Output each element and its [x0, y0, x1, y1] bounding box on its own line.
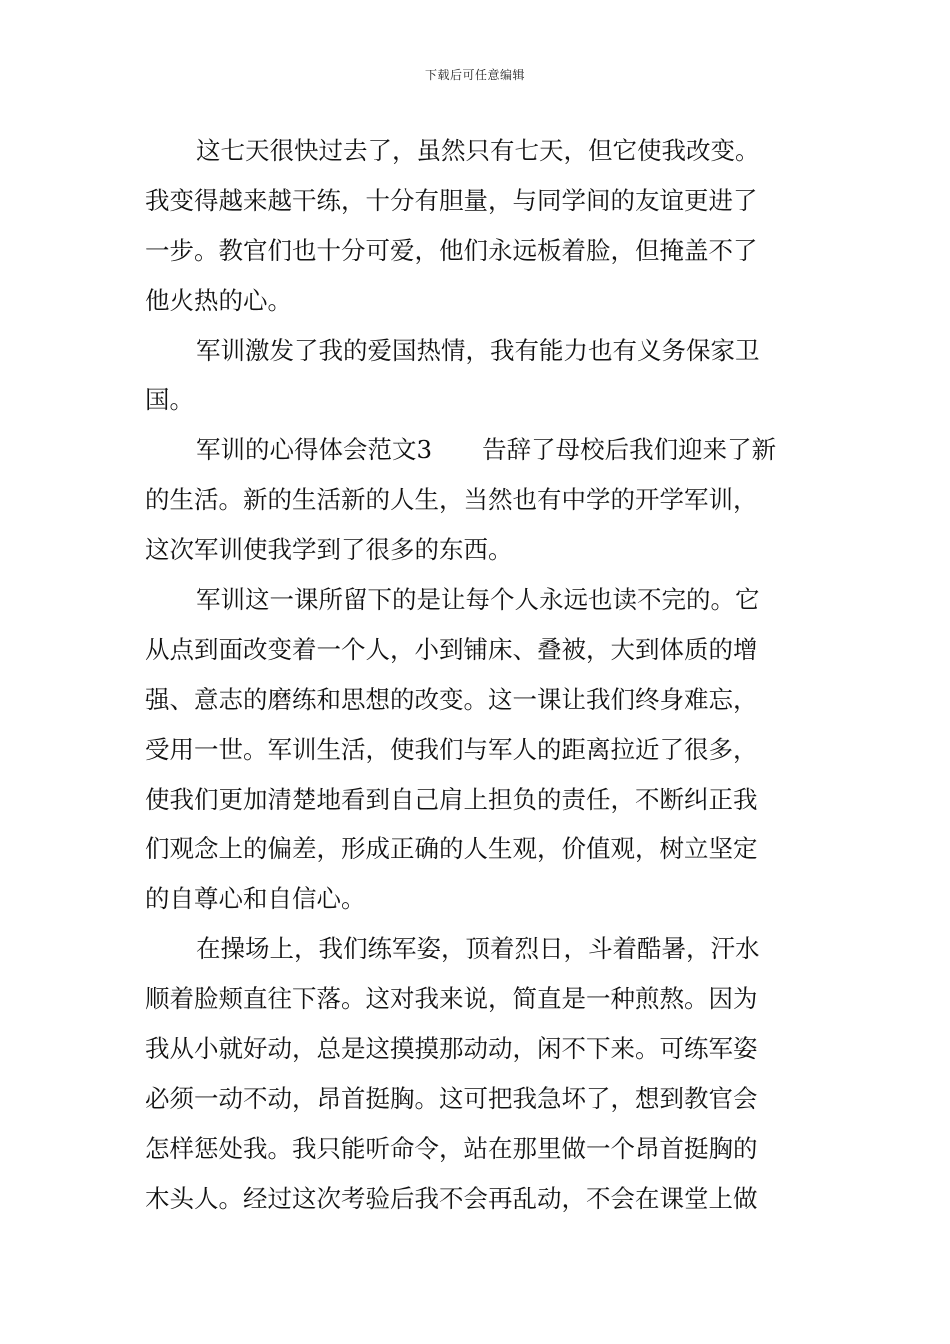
text-line: 木头人。经过这次考验后我不会再乱动，不会在课堂上做	[145, 1183, 758, 1213]
text-line: 受用一世。军训生活，使我们与军人的距离拉近了很多，	[145, 734, 758, 764]
page-header: 下载后可任意编辑	[424, 68, 525, 82]
text-line: 必须一动不动，昂首挺胸。这可把我急坏了，想到教官会	[145, 1083, 758, 1113]
text-line: 怎样惩处我。我只能听命令，站在那里做一个昂首挺胸的	[145, 1133, 758, 1163]
text-line: 的自尊心和自信心。	[145, 884, 366, 914]
text-line: 军训这一课所留下的是让每个人永远也读不完的。它	[196, 585, 760, 615]
text-line: 们观念上的偏差，形成正确的人生观，价值观，树立坚定	[145, 834, 758, 864]
text-line: 军训激发了我的爱国热情，我有能力也有义务保家卫	[196, 335, 760, 365]
text-line: 这次军训使我学到了很多的东西。	[145, 535, 513, 565]
text-line: 国。	[145, 385, 194, 415]
text-line: 从点到面改变着一个人，小到铺床、叠被，大到体质的增	[145, 634, 758, 664]
text-line: 我从小就好动，总是这摸摸那动动，闲不下来。可练军姿	[145, 1034, 758, 1064]
text-line: 的生活。新的生活新的人生，当然也有中学的开学军训，	[145, 485, 758, 515]
text-line: 顺着脸颊直往下落。这对我来说，简直是一种煎熬。因为	[145, 984, 758, 1014]
section-heading-line	[145, 425, 810, 475]
text-line: 使我们更加清楚地看到自己肩上担负的责任，不断纠正我	[145, 784, 758, 814]
text-line: 这七天很快过去了，虽然只有七天，但它使我改变。	[196, 136, 760, 165]
section-heading: 军训的心得体会范文3	[196, 435, 433, 465]
text-line: 强、意志的磨练和思想的改变。这一课让我们终身难忘，	[145, 684, 758, 714]
section-lead-text: 告辞了母校后我们迎来了新	[482, 435, 777, 465]
document-body	[145, 126, 810, 1224]
text-line: 我变得越来越干练，十分有胆量，与同学间的友谊更进了	[145, 185, 758, 215]
text-line: 他火热的心。	[145, 285, 292, 315]
text-line: 在操场上，我们练军姿，顶着烈日，斗着酷暑，汗水	[196, 934, 760, 964]
text-line: 一步。教官们也十分可爱，他们永远板着脸，但掩盖不了	[145, 235, 758, 265]
